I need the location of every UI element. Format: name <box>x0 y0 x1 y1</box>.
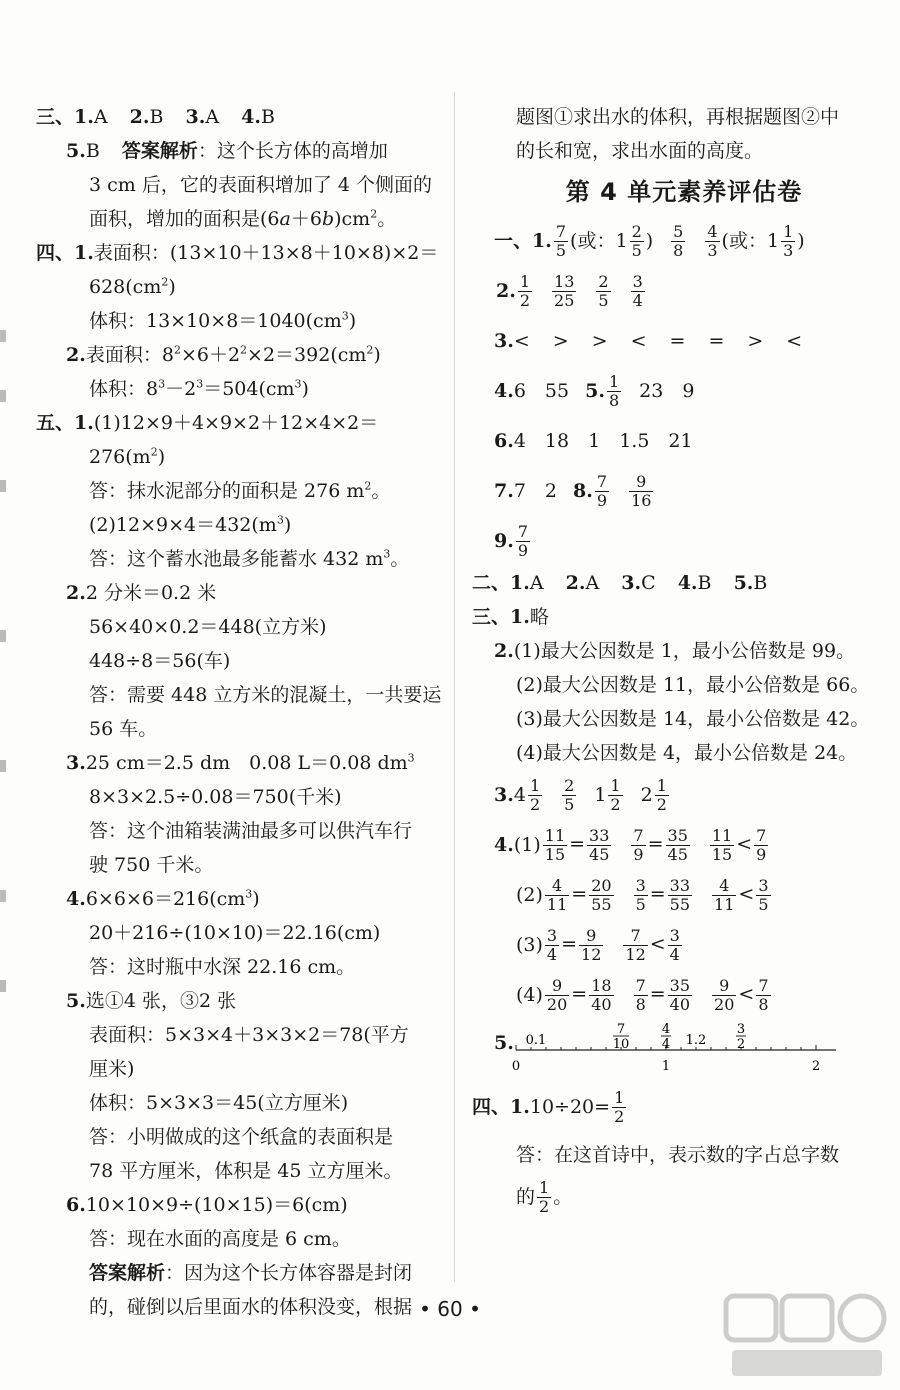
question-number: 4. <box>677 572 698 594</box>
section-number: 三、 <box>36 106 75 128</box>
fraction: $\frac{7}{8}$ <box>758 975 769 1014</box>
fraction: $\frac{1}{2}$ <box>614 1087 625 1126</box>
fraction: $\frac{3}{4}$ <box>546 925 558 964</box>
fraction: $\frac{35}{45}$ <box>667 825 688 864</box>
operator: < <box>738 883 755 906</box>
answer-text: 驶 750 千米。 <box>89 854 214 876</box>
question-number: 3. <box>494 330 514 352</box>
question-number: 1. <box>510 606 530 628</box>
fraction: $\frac{7}{12}$ <box>625 925 646 964</box>
left-sec5-row1 <box>36 406 436 440</box>
fraction: $\frac{4}{11}$ <box>546 875 568 914</box>
explanation-text: 3 cm 后，它的表面积增加了 4 个侧面的 <box>89 174 432 196</box>
number-line-tick-2: 2 <box>811 1059 821 1074</box>
answer-text: (3)最大公因数是 14，最小公倍数是 42。 <box>516 708 870 730</box>
answer-text: 答：这个油箱装满油最多可以供汽车行 <box>89 820 413 842</box>
question-number: 1. <box>532 230 552 252</box>
explanation-text: 面积，增加的面积是$(6a+6b)cm^2$。 <box>89 207 397 230</box>
watermark-logo <box>722 1292 892 1382</box>
fraction-comparison <box>543 977 773 1013</box>
operator: = <box>571 983 588 1006</box>
fraction-comparison <box>543 877 773 913</box>
fraction: $\frac{4}{11}$ <box>714 875 735 914</box>
right-sec1-q3 <box>494 316 874 366</box>
answer: A <box>93 106 108 128</box>
answer-text: (4)最大公因数是 4，最小公倍数是 24。 <box>516 742 858 764</box>
answer-text: 答：现在水面的高度是 6 cm。 <box>89 1228 351 1250</box>
fraction: $\frac{1}{2}$ <box>539 1177 550 1216</box>
answer-text: 8×3×2.5÷0.08＝750(千米) <box>89 786 342 808</box>
answer-text: 2.2 分米＝0.2 米 <box>66 582 217 604</box>
fraction: $\frac{11}{15}$ <box>544 825 566 864</box>
fraction: $\frac{1}{2}$ <box>610 775 621 814</box>
answer-text: 3.25 cm＝2.5 dm 0.08 L＝0.08 $dm^3$ <box>66 751 415 774</box>
fraction-comparison <box>541 827 771 863</box>
fraction: $\frac{18}{40}$ <box>591 975 612 1014</box>
question-number: 2. <box>129 106 150 128</box>
question-number: 4. <box>241 106 261 128</box>
right-sec3-q1 <box>472 600 874 634</box>
answer-text: 答：小明做成的这个纸盒的表面积是 <box>89 1126 394 1148</box>
right-sec3-q3: 3. 4 $\frac{1}{2}$ $\frac{2}{5}$ 1 $\frac{1}{2}$ 2 $\frac{1}{2}$ <box>494 775 667 814</box>
answer-text: 6.10×10×9÷(10×15)＝6(cm) <box>66 1194 348 1216</box>
answer-text: 的 $\frac{1}{2}$ 。 <box>516 1177 573 1216</box>
number-line-tick-0: 0 <box>511 1059 521 1074</box>
answer-text: 答：在这首诗中，表示数的字占总字数 <box>516 1144 840 1166</box>
page-edge-marks <box>0 330 10 1030</box>
operator: = <box>649 983 666 1006</box>
right-sec1-q1: 一、 1. $\frac{7}{5}$ (或：1 $\frac{2}{5}$ ) $\frac{5}{8}$ $\frac{4}{3}$ (或：1 $\frac{1}{3}$ ) <box>494 221 805 260</box>
operator: = <box>571 883 588 906</box>
answer: B <box>85 140 100 162</box>
left-sec4-row1 <box>36 236 439 270</box>
explanation-label: 答案解析 <box>89 1262 166 1284</box>
number-line-label-1.2: 1.2 <box>685 1033 707 1048</box>
answer: A <box>529 572 544 594</box>
answer-text: $(2)12\times 9\times 4=432(m^3)$ <box>89 513 292 536</box>
answer: 略 <box>529 606 549 628</box>
answer-text: 答：需要 448 立方米的混凝土，一共要运 <box>89 684 442 706</box>
right-sec4-q1: 四、 1. 10÷20= $\frac{1}{2}$ <box>472 1087 625 1126</box>
operator: < <box>649 933 666 956</box>
question-number: 3. <box>621 572 642 594</box>
answer: B <box>260 106 275 128</box>
answer-text: 2.(1)最大公因数是 1，最小公倍数是 99。 <box>494 640 856 662</box>
question-number: 4. <box>494 380 514 402</box>
question-number: 4. <box>494 834 514 856</box>
question-number: 1. <box>74 106 94 128</box>
answer-text: $4.6\times 6\times 6=216(cm^3)$ <box>66 887 260 910</box>
section-number: 三、 <box>472 606 511 628</box>
fraction: $\frac{1}{8}$ <box>608 371 620 410</box>
answer: B <box>753 572 768 594</box>
question-number: 3. <box>185 106 206 128</box>
number-line-question <box>494 1020 874 1082</box>
number-line <box>511 1020 861 1082</box>
question-number: 5. <box>66 140 86 162</box>
answer-text: 78 平方厘米，体积是 45 立方厘米。 <box>89 1160 403 1182</box>
explanation-text: 答案解析：因为这个长方体容器是封闭 <box>89 1262 413 1284</box>
question-number: 5. <box>585 380 605 402</box>
number-line-label-0.1: 0.1 <box>525 1033 547 1048</box>
operator: = <box>649 883 666 906</box>
operator: < <box>736 833 753 856</box>
question-number: 3. <box>494 784 514 806</box>
fraction: $\frac{1}{2}$ <box>529 775 541 814</box>
section-number: 五、 <box>36 412 75 434</box>
answer: B <box>149 106 164 128</box>
explanation-text: 的长和宽，求出水面的高度。 <box>516 140 764 162</box>
answer-text: $628(cm^2)$ <box>89 275 176 298</box>
number-line-label-7-10-den: 10 <box>612 1037 630 1052</box>
fraction: $\frac{1}{2}$ <box>656 775 667 814</box>
fraction: $\frac{3}{5}$ <box>635 875 646 914</box>
left-sec3-row1 <box>36 100 436 134</box>
question-number: 7. <box>494 480 514 502</box>
answer-text: 答：抹水泥部分的面积是 276 $m^2$。 <box>89 479 391 502</box>
number-line-label-4-4-den: 4 <box>661 1037 671 1052</box>
right-sec3-q4-row1: 4. (1) $\frac{11}{15}$ = $\frac{33}{45}$ $\frac{7}{9}$ = $\frac{35}{45}$ $\frac{11}{15}$ < $\frac{7}{9}$ <box>494 820 874 870</box>
question-number: 2. <box>494 640 514 662</box>
fraction: $\frac{11}{15}$ <box>711 825 733 864</box>
question-number: 2. <box>66 582 86 604</box>
question-number: 1. <box>74 412 94 434</box>
right-sec1-q4-q5 <box>494 366 874 416</box>
answer: < > > < = = > < <box>513 330 805 352</box>
number-line-label-3-2-den: 2 <box>736 1037 746 1052</box>
explanation-text: ：这个长方体的高增加 <box>197 140 388 162</box>
fraction: $\frac{4}{3}$ <box>707 221 718 260</box>
fraction: $\frac{7}{5}$ <box>555 221 567 260</box>
right-sec1-q9 <box>494 516 874 566</box>
operator: < <box>738 983 755 1006</box>
right-sec3-q4-row2: (2) $\frac{4}{11}$ = $\frac{20}{55}$ $\frac{3}{5}$ = $\frac{33}{55}$ $\frac{4}{11}$ < $\frac{3}{5}$ <box>494 870 874 920</box>
operator: = <box>647 833 664 856</box>
answer-text: 56×40×0.2＝448(立方米) <box>89 616 327 638</box>
right-sec2 <box>472 566 874 600</box>
question-number: 1. <box>510 1096 530 1118</box>
number-line-label-7-10-num: 7 <box>616 1022 626 1037</box>
fraction: $\frac{13}{25}$ <box>554 271 575 310</box>
question-number: 5. <box>66 990 86 1012</box>
explanation-label: 答案解析 <box>121 140 198 162</box>
answer: A <box>585 572 600 594</box>
fraction: $\frac{7}{9}$ <box>596 471 608 510</box>
explanation-text: 的，碰倒以后里面水的体积没变，根据 <box>89 1296 413 1318</box>
question-number: 6. <box>494 430 514 452</box>
fraction: $\frac{33}{45}$ <box>589 825 610 864</box>
answer-text: 答：这个蓄水池最多能蓄水 432 $m^3$。 <box>89 547 410 570</box>
fraction: $\frac{5}{8}$ <box>673 221 684 260</box>
question-number: 2. <box>66 344 86 366</box>
fraction: $\frac{7}{9}$ <box>633 825 644 864</box>
right-sec3-q4-row4: (4) $\frac{9}{20}$ = $\frac{18}{40}$ $\frac{7}{8}$ = $\frac{35}{40}$ $\frac{9}{20}$ < $\frac{7}{8}$ <box>494 970 874 1020</box>
answer-text: 5.选①4 张，③2 张 <box>66 990 237 1012</box>
answer-text: 体积：$8^3-2^3=504(cm^3)$ <box>89 377 309 400</box>
question-number: 1. <box>510 572 530 594</box>
section-number: 一、 <box>494 230 533 252</box>
section-title: 第 4 单元素养评估卷 <box>565 178 803 206</box>
question-number: 2. <box>496 280 516 302</box>
section-number: 四、 <box>472 1096 511 1118</box>
fraction: $\frac{3}{4}$ <box>669 925 680 964</box>
fraction: $\frac{2}{5}$ <box>564 775 575 814</box>
answer-text: 体积：5×3×3＝45(立方厘米) <box>89 1092 349 1114</box>
answer-text: 表面积：(13×10＋13×8＋10×8)×2＝ <box>93 242 439 264</box>
operator: = <box>561 933 578 956</box>
left-column <box>36 100 442 1324</box>
question-number: 8. <box>573 480 593 502</box>
answer-text: (2)最大公因数是 11，最小公倍数是 66。 <box>516 674 870 696</box>
number-line-label-3-2-num: 3 <box>736 1022 746 1037</box>
page-number: • 60 • <box>419 1297 481 1321</box>
answer-text: 答：这时瓶中水深 22.16 cm。 <box>89 956 356 978</box>
answer-text: 表面积：5×3×4＋3×3×2＝78(平方 <box>89 1024 409 1046</box>
fraction: $\frac{9}{20}$ <box>714 975 735 1014</box>
fraction: $\frac{2}{5}$ <box>598 271 609 310</box>
fraction: $\frac{33}{55}$ <box>669 875 691 914</box>
question-number: 4. <box>66 888 86 910</box>
section-number: 二、 <box>472 572 511 594</box>
right-sec1-q6 <box>494 416 874 466</box>
question-number: 9. <box>494 530 514 552</box>
question-number: 5. <box>733 572 754 594</box>
fraction: $\frac{1}{3}$ <box>783 221 794 260</box>
answer-text: (1)12×9＋4×9×2＋12×4×2＝ <box>93 412 379 434</box>
right-column <box>472 100 874 1222</box>
question-number: 5. <box>494 1032 514 1054</box>
answer: 6 55 <box>513 380 570 402</box>
column-divider <box>454 92 455 1282</box>
fraction: $\frac{9}{20}$ <box>546 975 568 1014</box>
fraction: $\frac{20}{55}$ <box>591 875 612 914</box>
fraction: $\frac{9}{12}$ <box>581 925 602 964</box>
answer-text: $276(m^2)$ <box>89 445 166 468</box>
answer-text: 2.表面积：$8^2\times 6+2^2\times 2=392(cm^2)$ <box>66 343 381 366</box>
answer-text: 20＋216÷(10×10)＝22.16(cm) <box>89 922 381 944</box>
question-number: 2. <box>565 572 586 594</box>
fraction: $\frac{9}{16}$ <box>631 471 652 510</box>
fraction-comparison <box>543 927 684 963</box>
fraction: $\frac{3}{5}$ <box>758 875 769 914</box>
right-sec1-q7-q8 <box>494 466 874 516</box>
right-sec3-q4-row3: (3) $\frac{3}{4}$ = $\frac{9}{12}$ $\frac{7}{12}$ < $\frac{3}{4}$ <box>494 920 874 970</box>
section-number: 四、 <box>36 242 75 264</box>
question-number: 6. <box>66 1194 86 1216</box>
question-number: 3. <box>66 752 86 774</box>
fraction: $\frac{3}{4}$ <box>632 271 643 310</box>
number-line-tick-1: 1 <box>661 1059 671 1074</box>
answer: 23 9 <box>639 380 695 402</box>
fraction: $\frac{7}{9}$ <box>756 825 767 864</box>
fraction: $\frac{7}{9}$ <box>517 521 529 560</box>
fraction: $\frac{35}{40}$ <box>669 975 691 1014</box>
answer: B <box>697 572 712 594</box>
question-number: 1. <box>74 242 94 264</box>
answer-text: 448÷8＝56(车) <box>89 650 231 672</box>
right-sec1-q2 <box>494 266 874 316</box>
answer: A <box>205 106 220 128</box>
number-line-label-4-4-num: 4 <box>661 1022 671 1037</box>
left-sec3-q5 <box>36 134 436 168</box>
operator: = <box>569 833 586 856</box>
fraction: $\frac{2}{5}$ <box>631 221 642 260</box>
explanation-text: 题图①求出水的体积，再根据题图②中 <box>516 106 840 128</box>
answer-text: 厘米) <box>89 1058 135 1080</box>
answer: C <box>641 572 656 594</box>
answer-text: 56 车。 <box>89 718 158 740</box>
fraction: $\frac{1}{2}$ <box>519 271 531 310</box>
fraction: $\frac{7}{8}$ <box>635 975 646 1014</box>
answer: 7 2 <box>513 480 558 502</box>
answer: 4 18 1 1.5 21 <box>513 430 693 452</box>
answer-text: 体积：$13\times 10\times 8=1040(cm^3)$ <box>89 309 357 332</box>
